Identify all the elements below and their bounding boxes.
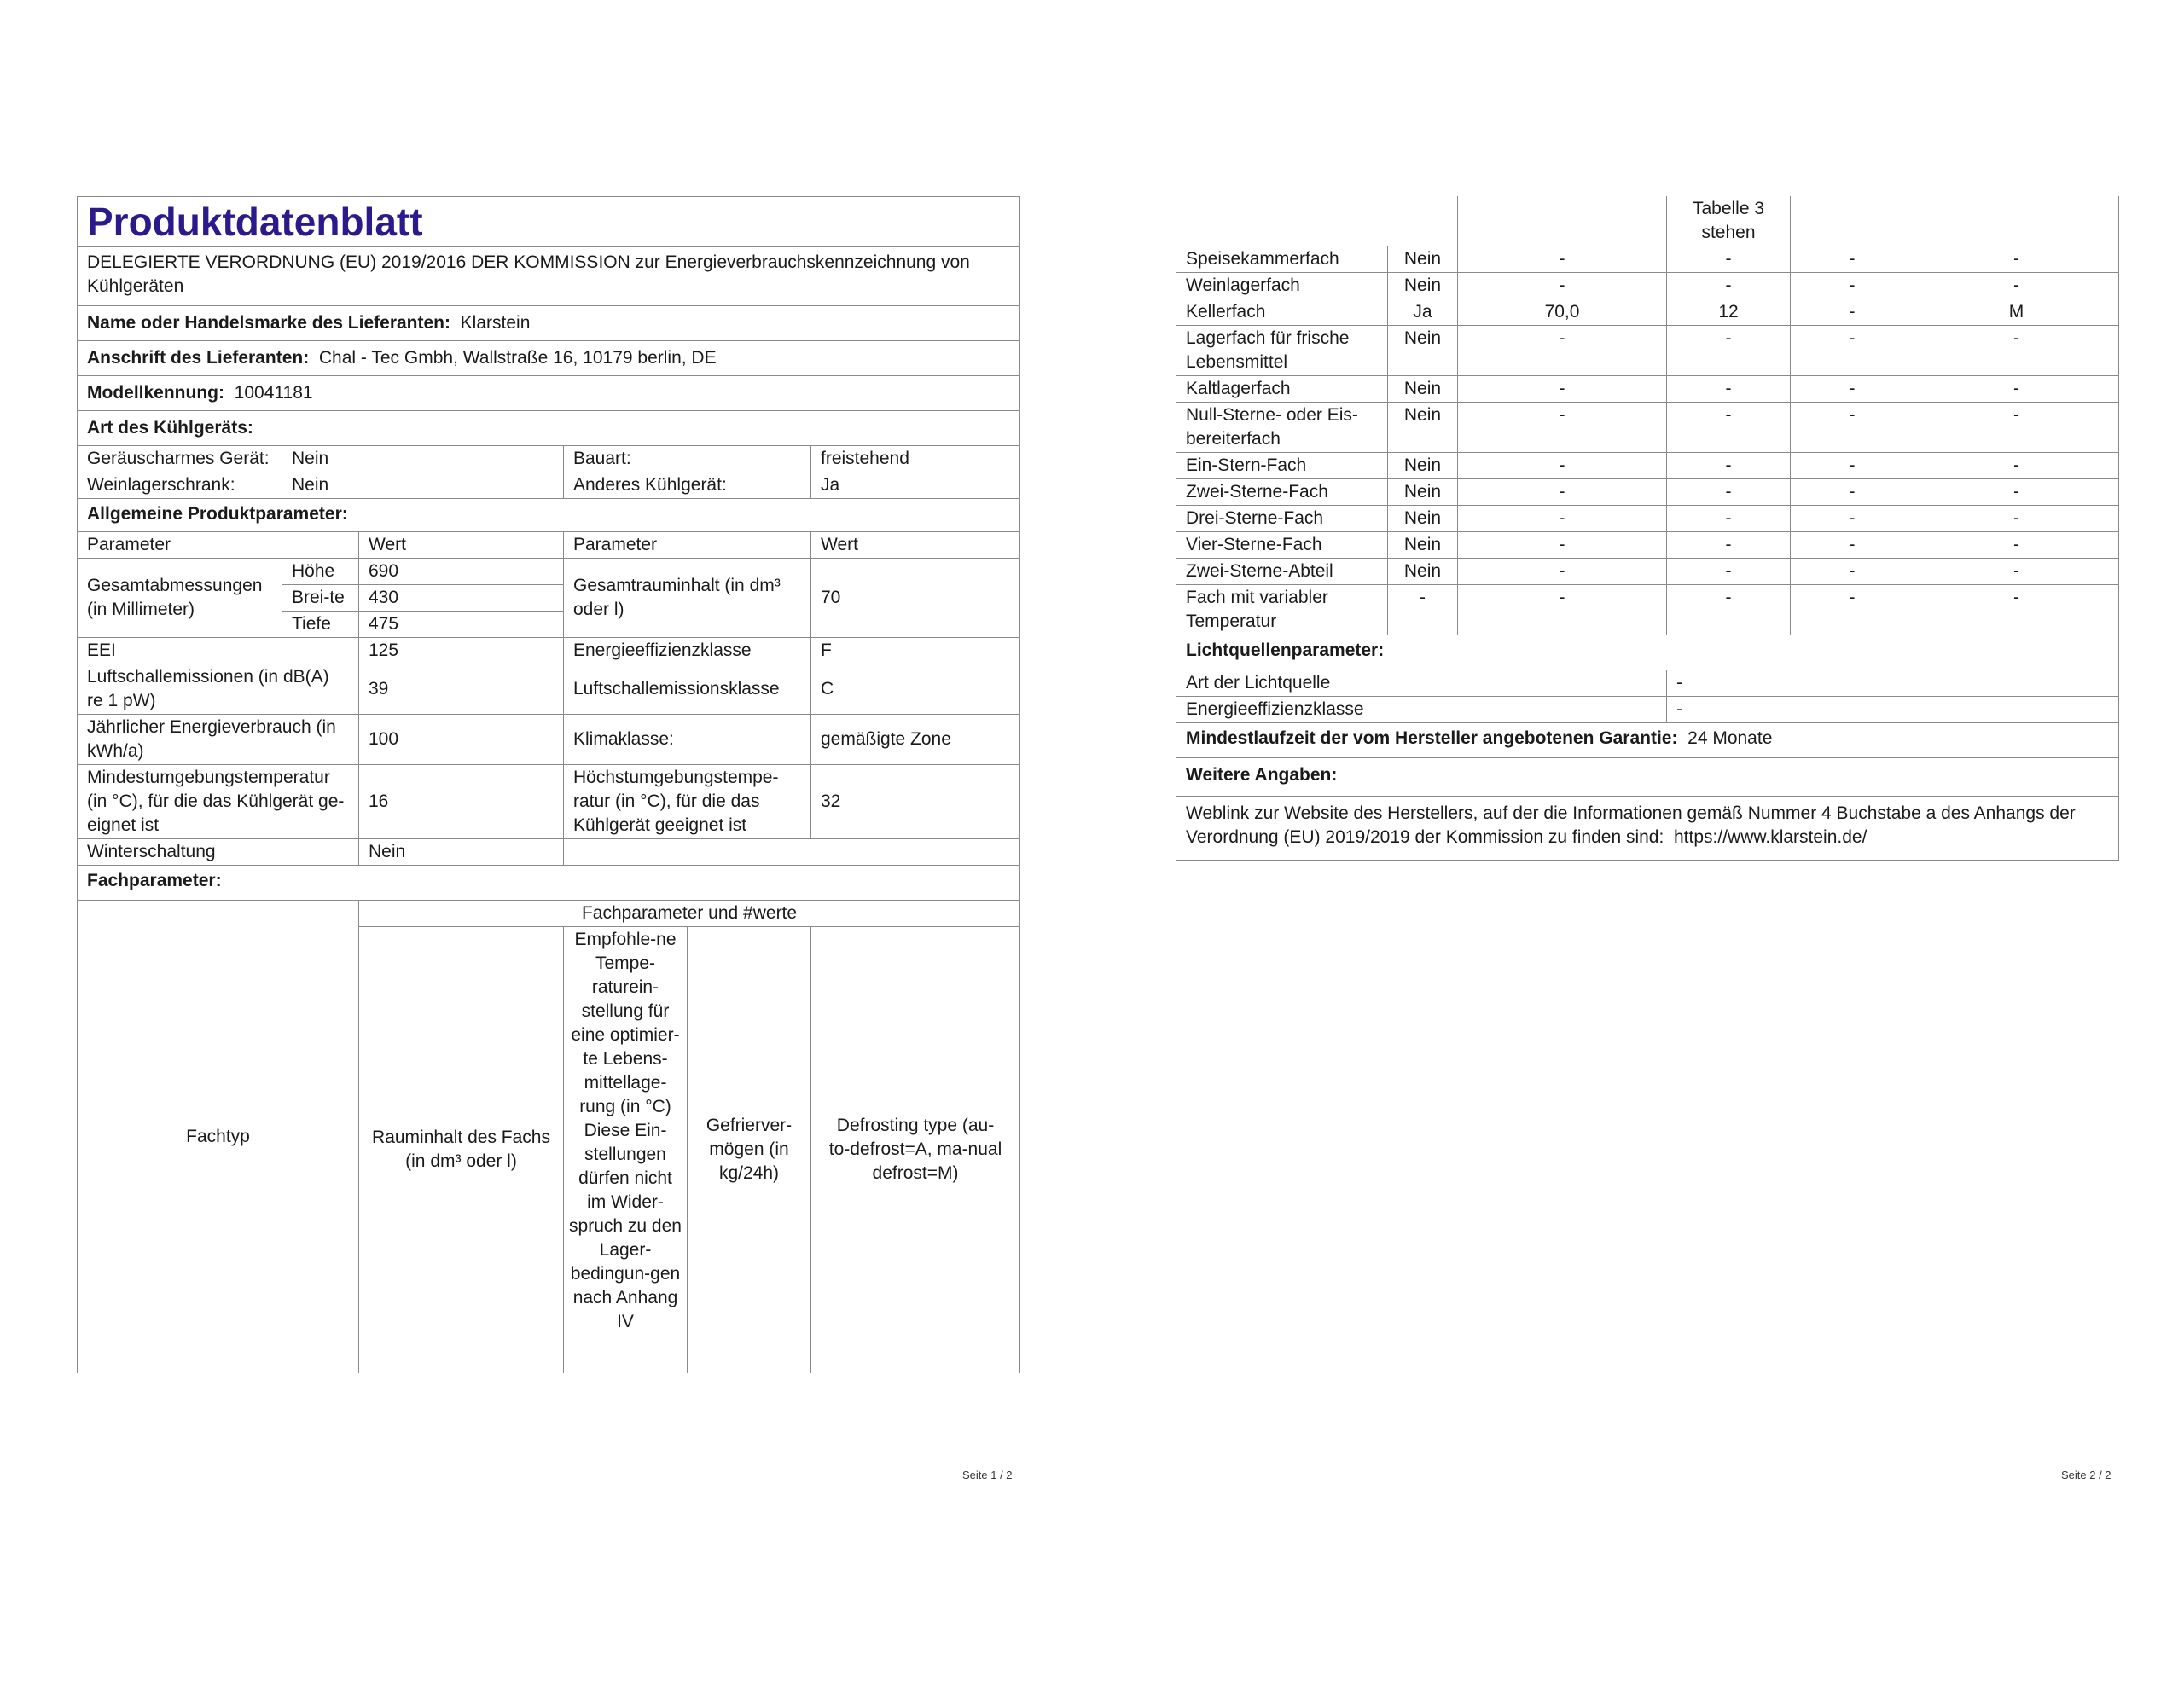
param-value: 39 [359,664,564,715]
fach-volume: - [1458,506,1667,532]
fach-freeze: - [1791,403,1914,453]
warranty-label: Mindestlaufzeit der vom Hersteller angebotenen Garantie: [1186,728,1678,748]
winter-row [78,839,1020,866]
fach-temp: - [1667,559,1791,585]
fach-volume: - [1458,246,1667,273]
fach-temp: - [1667,273,1791,299]
param-value: 100 [359,715,564,765]
fach-defrost: - [1914,532,2119,559]
fach-defrost: - [1914,453,2119,479]
general-section-heading: Allgemeine Produktparameter: [78,499,1020,532]
param-value: C [811,664,1020,715]
fach-name: Weinlagerfach [1176,273,1388,299]
fach-defrost: - [1914,246,2119,273]
fach-freeze: - [1791,246,1914,273]
param-label: Mindestumgebungstemperatur (in °C), für die das Kühlgerät ge-eignet ist [78,765,359,839]
fach-volume: - [1458,403,1667,453]
param-value: F [811,638,1020,664]
fach-temp: - [1667,506,1791,532]
model-label: Modellkennung: [87,383,224,403]
fach-row [1176,299,2119,326]
fach-present: - [1388,585,1458,635]
fach-freeze: - [1791,453,1914,479]
type-label: Geräuscharmes Gerät: [78,446,282,472]
supplier-address-row [78,341,1020,376]
dimensions-label: Gesamtabmessungen (in Millimeter) [78,559,282,638]
fach-present: Nein [1388,453,1458,479]
supplier-name-label: Name oder Handelsmarke des Lieferanten: [87,313,450,333]
col-header: Wert [359,532,564,559]
fach-row [1176,273,2119,299]
page-1-footer: Seite 1 / 2 [962,1469,1013,1481]
fach-temp: - [1667,532,1791,559]
param-label: Luftschallemissionen (in dB(A) re 1 pW) [78,664,359,715]
fach-freeze: - [1791,479,1914,506]
param-value: 125 [359,638,564,664]
fach-defrost: - [1914,273,2119,299]
type-value: Nein [282,446,564,472]
fach-defrost: - [1914,479,2119,506]
param-value: gemäßigte Zone [811,715,1020,765]
light-label: Art der Lichtquelle [1176,670,1667,697]
fach-row [1176,376,2119,403]
weblink-row [1176,797,2119,861]
fach-row [1176,479,2119,506]
fach-present: Nein [1388,246,1458,273]
warranty-row [1176,723,2119,758]
col-header: Parameter [564,532,811,559]
fach-volume: 70,0 [1458,299,1667,326]
fach-present: Nein [1388,326,1458,376]
fach-temp: 12 [1667,299,1791,326]
supplier-address-value: Chal - Tec Gmbh, Wallstraße 16, 10179 berlin, DE [318,348,717,368]
param-label: Höchstumgebungstempe-ratur (in °C), für die das Kühlgerät geeignet ist [564,765,811,839]
fach-present: Ja [1388,299,1458,326]
light-row [1176,697,2119,723]
light-row [1176,670,2119,697]
fach-present: Nein [1388,403,1458,453]
fach-defrost: - [1914,506,2119,532]
supplier-name-row [78,306,1020,341]
fach-row [1176,559,2119,585]
fach-name: Lagerfach für frische Lebensmittel [1176,326,1388,376]
fach-volume: - [1458,273,1667,299]
fach-name: Speisekammerfach [1176,246,1388,273]
fach-freeze: - [1791,326,1914,376]
empty-cell [1176,196,1458,246]
fach-freeze: - [1791,376,1914,403]
fach-group-header: Fachparameter und #werte [359,901,1020,927]
fach-section-heading: Fachparameter: [78,866,1020,901]
fach-defrost: - [1914,585,2119,635]
fach-row [1176,403,2119,453]
defrost-header: Defrosting type (au-to-defrost=A, ma-nual defrost=M) [811,927,1020,1373]
fach-row [1176,506,2119,532]
volume-label: Gesamtrauminhalt (in dm³ oder l) [564,559,811,638]
depth-label: Tiefe [282,612,359,638]
fach-temp: - [1667,585,1791,635]
height-value: 690 [359,559,564,585]
fach-volume: - [1458,326,1667,376]
fach-temp: - [1667,326,1791,376]
fach-defrost: M [1914,299,2119,326]
supplier-address-label: Anschrift des Lieferanten: [87,348,310,368]
fach-temp: - [1667,453,1791,479]
fach-temp: - [1667,246,1791,273]
fach-freeze: - [1791,299,1914,326]
fach-defrost: - [1914,376,2119,403]
type-value: freistehend [811,446,1020,472]
fach-row [1176,532,2119,559]
empty-cell [564,839,1020,866]
fach-temp: - [1667,376,1791,403]
col-header: Parameter [78,532,359,559]
fach-defrost: - [1914,326,2119,376]
fach-name: Kaltlagerfach [1176,376,1388,403]
fach-volume: - [1458,376,1667,403]
freeze-header: Gefrierver-mögen (in kg/24h) [688,927,811,1373]
fach-name: Null-Sterne- oder Eis-bereiterfach [1176,403,1388,453]
fachtyp-header: Fachtyp [78,901,359,1373]
carry-over-text: Tabelle 3 stehen [1667,196,1791,246]
light-value: - [1667,697,2119,723]
type-row [78,472,1020,499]
general-row [78,664,1020,715]
page-2 [1176,196,2118,861]
fach-freeze: - [1791,585,1914,635]
fach-volume: - [1458,585,1667,635]
depth-value: 475 [359,612,564,638]
param-value: 32 [811,765,1020,839]
fach-volume: - [1458,479,1667,506]
fach-present: Nein [1388,506,1458,532]
fach-freeze: - [1791,532,1914,559]
regulation-text: DELEGIERTE VERORDNUNG (EU) 2019/2016 DER KOMMISSION zur Energieverbrauchskennzeichnung von Kühlgeräten [78,247,1020,306]
light-section-heading: Lichtquellenparameter: [1176,635,2119,670]
param-label: EEI [78,638,359,664]
general-row [78,638,1020,664]
type-value: Ja [811,472,1020,499]
fach-freeze: - [1791,273,1914,299]
carry-over-row [1176,196,2119,246]
type-label: Bauart: [564,446,811,472]
product-sheet-table [77,196,1020,1373]
fach-freeze: - [1791,506,1914,532]
fach-defrost: - [1914,403,2119,453]
weblink-url[interactable]: https://www.klarstein.de/ [1674,827,1867,847]
fach-temp: - [1667,403,1791,453]
param-label: Luftschallemissionsklasse [564,664,811,715]
fach-group-header-row [78,901,1020,927]
fach-name: Ein-Stern-Fach [1176,453,1388,479]
weblink-text: Weblink zur Website des Herstellers, auf der die Informationen gemäß Nummer 4 Buchstabe a des Anhangs der Verordnung (EU) 2019/2019 der Kommission zu finden sind: [1186,803,2076,847]
fach-name: Fach mit variabler Temperatur [1176,585,1388,635]
general-row [78,765,1020,839]
fach-row [1176,453,2119,479]
empty-cell [1914,196,2119,246]
fach-row [1176,246,2119,273]
winter-value: Nein [359,839,564,866]
model-value: 10041181 [234,383,313,403]
fach-freeze: - [1791,559,1914,585]
fach-present: Nein [1388,479,1458,506]
model-row [78,376,1020,411]
type-row [78,446,1020,472]
winter-label: Winterschaltung [78,839,359,866]
warranty-value: 24 Monate [1687,728,1773,748]
type-value: Nein [282,472,564,499]
fach-present: Nein [1388,273,1458,299]
empty-cell [1458,196,1667,246]
width-value: 430 [359,585,564,612]
param-label: Klimaklasse: [564,715,811,765]
fach-name: Vier-Sterne-Fach [1176,532,1388,559]
more-section-heading: Weitere Angaben: [1176,758,2119,797]
fach-present: Nein [1388,376,1458,403]
height-label: Höhe [282,559,359,585]
volume-header: Rauminhalt des Fachs (in dm³ oder l) [359,927,564,1373]
fach-present: Nein [1388,532,1458,559]
page-2-footer: Seite 2 / 2 [2061,1469,2111,1481]
width-label: Brei-te [282,585,359,612]
volume-value: 70 [811,559,1020,638]
fach-table [1176,196,2119,861]
col-header: Wert [811,532,1020,559]
supplier-name-value: Klarstein [460,313,531,333]
empty-cell [1791,196,1914,246]
param-label: Jährlicher Energieverbrauch (in kWh/a) [78,715,359,765]
page-title: Produktdatenblatt [78,197,1020,247]
fach-volume: - [1458,453,1667,479]
fach-row [1176,326,2119,376]
type-label: Weinlagerschrank: [78,472,282,499]
fach-defrost: - [1914,559,2119,585]
fach-name: Zwei-Sterne-Abteil [1176,559,1388,585]
type-section-heading: Art des Kühlgeräts: [78,411,1020,446]
general-header-row [78,532,1020,559]
fach-volume: - [1458,532,1667,559]
general-row [78,715,1020,765]
type-label: Anderes Kühlgerät: [564,472,811,499]
fach-row [1176,585,2119,635]
fach-rows [1176,246,2119,635]
param-value: 16 [359,765,564,839]
dimension-row [78,559,1020,585]
fach-name: Zwei-Sterne-Fach [1176,479,1388,506]
temp-header: Empfohle-ne Tempe-raturein-stellung für eine optimier-te Lebens-mittellage-rung (in °C) Diese Ein-stellungen dürfen nicht im Wider-spruch zu den Lager-bedingun-gen nach Anhang IV [564,927,688,1373]
light-label: Energieeffizienzklasse [1176,697,1667,723]
page-1 [77,196,1019,1373]
fach-present: Nein [1388,559,1458,585]
fach-temp: - [1667,479,1791,506]
param-label: Energieeffizienzklasse [564,638,811,664]
fach-volume: - [1458,559,1667,585]
fach-name: Drei-Sterne-Fach [1176,506,1388,532]
light-value: - [1667,670,2119,697]
fach-name: Kellerfach [1176,299,1388,326]
